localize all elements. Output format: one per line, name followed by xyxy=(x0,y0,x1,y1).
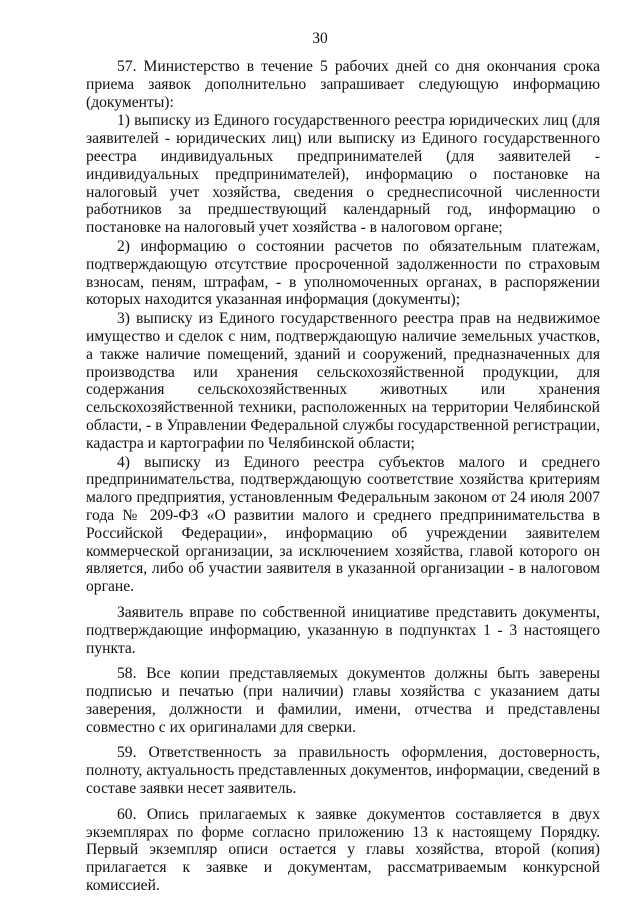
list-item-1: 1) выписку из Единого государственного реестра юридических лиц (для заявителей - юридических лиц) или выписку из Единого государственного реестра индивидуальных предпринимателей (для заявителей - индивидуальных предпринимателей), информацию о постановке на налоговый учет хозяйства, сведения о среднесписочной численности работников за предшествующий календарный год, информацию о постановке на налоговый учет хозяйства - в налоговом органе; xyxy=(86,112,600,237)
paragraph-59: 59. Ответственность за правильность оформления, достоверность, полноту, актуальность представленных документов, информации, сведений в составе заявки несет заявитель. xyxy=(86,744,600,798)
list-item-4: 4) выписку из Единого реестра субъектов малого и среднего предпринимательства, подтверждающую соответствие хозяйства критериям малого предприятия, установленным Федеральным законом от 24 июля 2007 года № 209-ФЗ «О развитии малого и среднего предпринимательства в Российской Федерации», информацию об учреждении заявителем коммерческой организации, за исключением хозяйства, главой которого он является, либо об участии заявителя в указанной организации - в налоговом органе. xyxy=(86,453,600,596)
paragraph-58: 58. Все копии представляемых документов должны быть заверены подписью и печатью (при наличии) главы хозяйства с указанием даты заверения, должности и фамилии, имени, отчества и представлены совместно с их оригиналами для сверки. xyxy=(86,665,600,736)
list-item-3: 3) выписку из Единого государственного реестра прав на недвижимое имущество и сделок с ним, подтверждающую наличие земельных участков, а также наличие помещений, зданий и сооружений, предназначенных для производства или хранения сельскохозяйственной продукции, для содержания сельскохозяйственных животных или хранения сельскохозяйственной техники, расположенных на территории Челябинской области, - в Управлении Федеральной службы государственной регистрации, кадастра и картографии по Челябинской области; xyxy=(86,310,600,452)
document-body xyxy=(86,58,600,903)
page-number: 30 xyxy=(312,30,328,47)
applicant-right-paragraph: Заявитель вправе по собственной инициативе представить документы, подтверждающие информацию, указанную в подпунктах 1 - 3 настоящего пункта. xyxy=(86,603,600,657)
list-item-2: 2) информацию о состоянии расчетов по обязательным платежам, подтверждающую отсутствие просроченной задолженности по страховым взносам, пеням, штрафам, - в уполномоченных органах, в распоряжении которых находится указанная информация (документы); xyxy=(86,237,600,309)
paragraph-60: 60. Опись прилагаемых к заявке документов составляется в двух экземплярах по форме согласно приложению 13 к настоящему Порядку. Первый экземпляр описи остается у главы хозяйства, второй (копия) прилагается к заявке и документам, рассматриваемым конкурсной комиссией. xyxy=(86,805,600,895)
paragraph-57: 57. Министерство в течение 5 рабочих дней со дня окончания срока приема заявок дополнительно запрашивает следующую информацию (документы): xyxy=(86,58,600,111)
